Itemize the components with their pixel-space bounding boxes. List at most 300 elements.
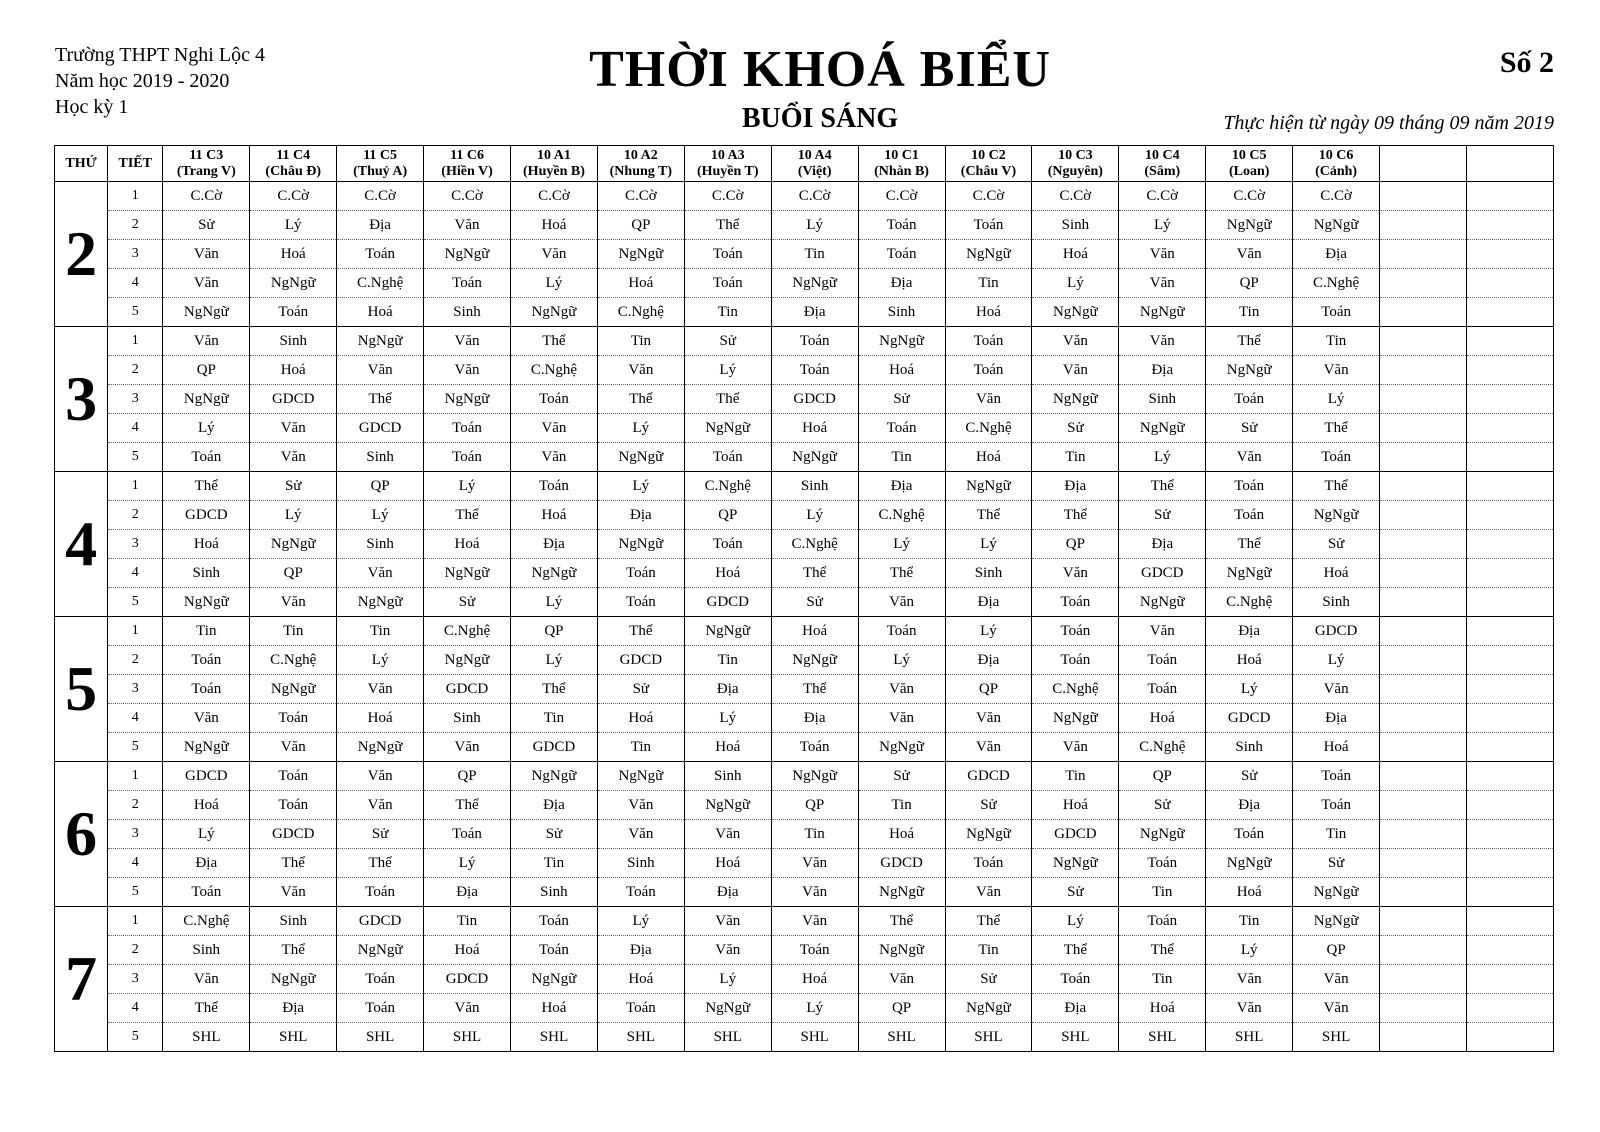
period-number: 3 <box>108 385 163 414</box>
subject-cell: Hoá <box>684 559 771 588</box>
subject-cell: C.Nghệ <box>163 907 250 936</box>
period-number: 5 <box>108 588 163 617</box>
empty-cell <box>1466 878 1553 907</box>
class-name: 10 C6 <box>1318 147 1354 163</box>
subject-cell: Hoá <box>163 530 250 559</box>
subject-cell: NgNgữ <box>510 762 597 791</box>
empty-cell <box>1380 617 1467 646</box>
table-row <box>55 385 1554 414</box>
subject-cell: Sinh <box>684 762 771 791</box>
subject-cell: Lý <box>510 588 597 617</box>
class-header <box>945 146 1032 182</box>
subject-cell: Văn <box>1119 327 1206 356</box>
subject-cell: Sử <box>1293 530 1380 559</box>
subject-cell: Toán <box>510 936 597 965</box>
empty-cell <box>1380 965 1467 994</box>
subject-cell: Lý <box>510 269 597 298</box>
subject-cell: Văn <box>250 414 337 443</box>
subject-cell: Sử <box>1206 414 1293 443</box>
subject-cell: Văn <box>684 907 771 936</box>
subject-cell: Sinh <box>424 298 511 327</box>
subject-cell: Văn <box>163 240 250 269</box>
class-teacher: (Hiền V) <box>441 163 493 179</box>
subject-cell: Địa <box>424 878 511 907</box>
subject-cell: Thể <box>858 907 945 936</box>
subject-cell: NgNgữ <box>424 240 511 269</box>
subject-cell: Văn <box>858 965 945 994</box>
subject-cell: Văn <box>1293 356 1380 385</box>
subject-cell: Văn <box>945 733 1032 762</box>
subject-cell: Hoá <box>337 298 424 327</box>
subject-cell: Toán <box>510 907 597 936</box>
empty-cell <box>1380 530 1467 559</box>
class-name: 11 C4 <box>276 147 311 163</box>
class-name: 11 C3 <box>189 147 224 163</box>
effective-date: Thực hiện từ ngày 09 tháng 09 năm 2019 <box>1223 112 1554 134</box>
table-row <box>55 994 1554 1023</box>
subject-cell: Thể <box>858 559 945 588</box>
period-number: 5 <box>108 298 163 327</box>
subject-cell: Địa <box>858 472 945 501</box>
subject-cell: Toán <box>1293 298 1380 327</box>
subject-cell: Toán <box>858 240 945 269</box>
subject-cell: Văn <box>1032 327 1119 356</box>
subject-cell: SHL <box>945 1023 1032 1052</box>
period-number: 4 <box>108 994 163 1023</box>
class-teacher: (Châu Đ) <box>265 163 322 179</box>
subject-cell: NgNgữ <box>945 820 1032 849</box>
subject-cell: NgNgữ <box>1032 385 1119 414</box>
empty-cell <box>1466 965 1553 994</box>
empty-cell <box>1380 994 1467 1023</box>
subject-cell: Địa <box>1032 994 1119 1023</box>
empty-cell <box>1466 617 1553 646</box>
subject-cell: NgNgữ <box>1119 588 1206 617</box>
empty-cell <box>1380 182 1467 211</box>
empty-cell <box>1380 298 1467 327</box>
subject-cell: GDCD <box>1119 559 1206 588</box>
subject-cell: Văn <box>337 675 424 704</box>
empty-cell <box>1380 356 1467 385</box>
empty-header <box>1466 146 1553 182</box>
subject-cell: Lý <box>337 501 424 530</box>
subject-cell: Văn <box>337 762 424 791</box>
subject-cell: Địa <box>250 994 337 1023</box>
subject-cell: NgNgữ <box>1293 878 1380 907</box>
subject-cell: NgNgữ <box>163 733 250 762</box>
table-row <box>55 907 1554 936</box>
subject-cell: Văn <box>163 269 250 298</box>
subject-cell: Toán <box>1206 385 1293 414</box>
table-row <box>55 704 1554 733</box>
subject-cell: C.Cờ <box>510 182 597 211</box>
subject-cell: Toán <box>684 530 771 559</box>
subject-cell: NgNgữ <box>684 994 771 1023</box>
subject-cell: Lý <box>684 965 771 994</box>
empty-cell <box>1380 472 1467 501</box>
subject-cell: Toán <box>337 878 424 907</box>
subject-cell: GDCD <box>1206 704 1293 733</box>
subject-cell: SHL <box>858 1023 945 1052</box>
subject-cell: C.Nghệ <box>1293 269 1380 298</box>
subject-cell: C.Cờ <box>771 182 858 211</box>
table-row <box>55 762 1554 791</box>
subject-cell: Tin <box>1293 820 1380 849</box>
subject-cell: Hoá <box>250 240 337 269</box>
subject-cell: NgNgữ <box>1293 907 1380 936</box>
subject-cell: Toán <box>771 733 858 762</box>
subject-cell: QP <box>510 617 597 646</box>
subject-cell: NgNgữ <box>510 965 597 994</box>
subject-cell: Thể <box>945 501 1032 530</box>
subject-cell: Hoá <box>424 936 511 965</box>
class-teacher: (Trang V) <box>176 163 236 179</box>
subject-cell: C.Cờ <box>684 182 771 211</box>
subject-cell: Thể <box>424 791 511 820</box>
subject-cell: Lý <box>1293 385 1380 414</box>
subject-cell: Sinh <box>945 559 1032 588</box>
subject-cell: QP <box>337 472 424 501</box>
subject-cell: Lý <box>771 994 858 1023</box>
subject-cell: Toán <box>250 791 337 820</box>
subject-cell: Toán <box>1293 791 1380 820</box>
subject-cell: Hoá <box>1119 704 1206 733</box>
subject-cell: C.Cờ <box>1206 182 1293 211</box>
subject-cell: Sử <box>858 385 945 414</box>
subject-cell: Sử <box>858 762 945 791</box>
subject-cell: Văn <box>1293 675 1380 704</box>
subject-cell: Sử <box>1119 501 1206 530</box>
empty-cell <box>1466 849 1553 878</box>
subject-cell: NgNgữ <box>1293 501 1380 530</box>
subject-cell: Lý <box>337 646 424 675</box>
subject-cell: Tin <box>424 907 511 936</box>
subject-cell: NgNgữ <box>424 559 511 588</box>
subject-cell: Thể <box>684 385 771 414</box>
empty-cell <box>1380 588 1467 617</box>
subject-cell: Thể <box>1206 530 1293 559</box>
subject-cell: GDCD <box>337 907 424 936</box>
subject-cell: Toán <box>597 559 684 588</box>
subject-cell: Tin <box>250 617 337 646</box>
subject-cell: Lý <box>597 414 684 443</box>
empty-cell <box>1466 443 1553 472</box>
subject-cell: Toán <box>945 327 1032 356</box>
empty-cell <box>1466 472 1553 501</box>
period-number: 5 <box>108 443 163 472</box>
page-subtitle: BUỔI SÁNG <box>741 103 899 134</box>
subject-cell: C.Nghệ <box>424 617 511 646</box>
empty-cell <box>1466 298 1553 327</box>
subject-cell: Toán <box>1293 443 1380 472</box>
class-header <box>337 146 424 182</box>
subject-cell: C.Cờ <box>1119 182 1206 211</box>
subject-cell: NgNgữ <box>858 878 945 907</box>
subject-cell: C.Nghệ <box>250 646 337 675</box>
day-cell: 5 <box>55 617 108 762</box>
subject-cell: GDCD <box>337 414 424 443</box>
subject-cell: C.Nghệ <box>1032 675 1119 704</box>
subject-cell: Tin <box>1032 443 1119 472</box>
subject-cell: SHL <box>1206 1023 1293 1052</box>
subject-cell: Văn <box>684 936 771 965</box>
subject-cell: C.Cờ <box>597 182 684 211</box>
table-row <box>55 414 1554 443</box>
subject-cell: Hoá <box>337 704 424 733</box>
subject-cell: Toán <box>1119 675 1206 704</box>
subject-cell: C.Nghệ <box>510 356 597 385</box>
empty-cell <box>1380 762 1467 791</box>
subject-cell: Văn <box>684 820 771 849</box>
subject-cell: Thể <box>510 675 597 704</box>
subject-cell: Địa <box>597 936 684 965</box>
subject-cell: Địa <box>510 530 597 559</box>
subject-cell: Hoá <box>424 530 511 559</box>
empty-cell <box>1466 820 1553 849</box>
subject-cell: Sinh <box>858 298 945 327</box>
subject-cell: Toán <box>510 385 597 414</box>
subject-cell: NgNgữ <box>771 269 858 298</box>
subject-cell: Địa <box>1206 617 1293 646</box>
subject-cell: Hoá <box>1206 878 1293 907</box>
class-teacher: (Loan) <box>1228 163 1270 179</box>
subject-cell: Văn <box>424 733 511 762</box>
subject-cell: Hoá <box>250 356 337 385</box>
subject-cell: Địa <box>510 791 597 820</box>
subject-cell: GDCD <box>250 385 337 414</box>
subject-cell: SHL <box>1032 1023 1119 1052</box>
subject-cell: Văn <box>771 907 858 936</box>
subject-cell: Toán <box>163 443 250 472</box>
empty-cell <box>1380 849 1467 878</box>
period-number: 1 <box>108 907 163 936</box>
subject-cell: Địa <box>684 878 771 907</box>
subject-cell: Lý <box>858 646 945 675</box>
subject-cell: GDCD <box>250 820 337 849</box>
class-teacher: (Việt) <box>797 163 832 179</box>
subject-cell: NgNgữ <box>771 646 858 675</box>
subject-cell: NgNgữ <box>510 559 597 588</box>
subject-cell: Địa <box>771 298 858 327</box>
subject-cell: Văn <box>1206 994 1293 1023</box>
subject-cell: Lý <box>945 617 1032 646</box>
subject-cell: NgNgữ <box>424 385 511 414</box>
period-number: 2 <box>108 501 163 530</box>
subject-cell: QP <box>1119 762 1206 791</box>
subject-cell: SHL <box>250 1023 337 1052</box>
subject-cell: QP <box>1206 269 1293 298</box>
class-name: 10 A2 <box>623 147 658 163</box>
subject-cell: NgNgữ <box>1293 211 1380 240</box>
table-row <box>55 646 1554 675</box>
empty-header <box>1380 146 1467 182</box>
subject-cell: NgNgữ <box>771 443 858 472</box>
table-row <box>55 356 1554 385</box>
class-header <box>597 146 684 182</box>
subject-cell: QP <box>858 994 945 1023</box>
subject-cell: Văn <box>858 675 945 704</box>
subject-cell: Hoá <box>684 733 771 762</box>
subject-cell: Sinh <box>1206 733 1293 762</box>
table-row <box>55 559 1554 588</box>
subject-cell: Văn <box>163 965 250 994</box>
subject-cell: Văn <box>1206 240 1293 269</box>
subject-cell: Sử <box>250 472 337 501</box>
day-cell: 7 <box>55 907 108 1052</box>
subject-cell: C.Cờ <box>1032 182 1119 211</box>
subject-cell: Địa <box>1032 472 1119 501</box>
empty-cell <box>1466 704 1553 733</box>
subject-cell: Sử <box>1032 414 1119 443</box>
school-year: Năm học 2019 - 2020 <box>55 70 230 92</box>
period-number: 1 <box>108 617 163 646</box>
subject-cell: NgNgữ <box>424 646 511 675</box>
class-name: 10 C5 <box>1231 147 1267 163</box>
subject-cell: Lý <box>771 211 858 240</box>
subject-cell: Toán <box>1293 762 1380 791</box>
subject-cell: Toán <box>250 704 337 733</box>
subject-cell: Văn <box>1032 356 1119 385</box>
subject-cell: Toán <box>1206 501 1293 530</box>
subject-cell: Sử <box>1206 762 1293 791</box>
subject-cell: Tin <box>858 791 945 820</box>
subject-cell: NgNgữ <box>163 385 250 414</box>
subject-cell: Sử <box>163 211 250 240</box>
period-number: 3 <box>108 965 163 994</box>
subject-cell: Thể <box>945 907 1032 936</box>
class-header <box>771 146 858 182</box>
class-header <box>250 146 337 182</box>
subject-cell: Văn <box>858 704 945 733</box>
subject-cell: NgNgữ <box>250 965 337 994</box>
day-cell: 6 <box>55 762 108 907</box>
subject-cell: Địa <box>771 704 858 733</box>
class-teacher: (Nhàn B) <box>874 163 929 179</box>
subject-cell: Tin <box>510 704 597 733</box>
empty-cell <box>1466 414 1553 443</box>
subject-cell: Hoá <box>1032 240 1119 269</box>
subject-cell: Hoá <box>510 994 597 1023</box>
period-number: 2 <box>108 211 163 240</box>
subject-cell: Toán <box>858 617 945 646</box>
class-header <box>1206 146 1293 182</box>
subject-cell: Toán <box>163 878 250 907</box>
subject-cell: Thể <box>1206 327 1293 356</box>
subject-cell: Địa <box>1119 356 1206 385</box>
subject-cell: Thể <box>771 559 858 588</box>
class-name: 10 C3 <box>1058 147 1093 163</box>
empty-cell <box>1380 907 1467 936</box>
subject-cell: Thể <box>1119 472 1206 501</box>
subject-cell: NgNgữ <box>597 443 684 472</box>
subject-cell: Toán <box>684 240 771 269</box>
subject-cell: C.Cờ <box>163 182 250 211</box>
class-teacher: (Nhung T) <box>609 163 673 179</box>
subject-cell: Tin <box>684 646 771 675</box>
empty-cell <box>1466 327 1553 356</box>
subject-cell: Lý <box>597 472 684 501</box>
subject-cell: C.Cờ <box>424 182 511 211</box>
table-row <box>55 211 1554 240</box>
subject-cell: Tin <box>945 269 1032 298</box>
subject-cell: Toán <box>424 820 511 849</box>
subject-cell: Tin <box>163 617 250 646</box>
empty-cell <box>1380 1023 1467 1052</box>
subject-cell: NgNgữ <box>163 588 250 617</box>
period-number: 1 <box>108 762 163 791</box>
subject-cell: Văn <box>1206 443 1293 472</box>
subject-cell: Lý <box>250 501 337 530</box>
school-name: Trường THPT Nghi Lộc 4 <box>55 44 265 66</box>
subject-cell: Sinh <box>163 936 250 965</box>
subject-cell: Địa <box>597 501 684 530</box>
period-number: 2 <box>108 791 163 820</box>
period-number: 5 <box>108 733 163 762</box>
subject-cell: NgNgữ <box>597 530 684 559</box>
class-teacher: (Châu V) <box>960 163 1017 179</box>
subject-cell: Toán <box>597 878 684 907</box>
subject-cell: Địa <box>684 675 771 704</box>
empty-cell <box>1466 907 1553 936</box>
subject-cell: Toán <box>858 211 945 240</box>
empty-cell <box>1466 791 1553 820</box>
subject-cell: Văn <box>250 588 337 617</box>
subject-cell: Toán <box>510 472 597 501</box>
subject-cell: QP <box>597 211 684 240</box>
subject-cell: C.Nghệ <box>858 501 945 530</box>
empty-cell <box>1466 240 1553 269</box>
subject-cell: C.Nghệ <box>597 298 684 327</box>
subject-cell: NgNgữ <box>1119 414 1206 443</box>
subject-cell: Lý <box>1119 211 1206 240</box>
subject-cell: Văn <box>597 791 684 820</box>
subject-cell: Thể <box>1293 472 1380 501</box>
subject-cell: Hoá <box>163 791 250 820</box>
table-row <box>55 443 1554 472</box>
subject-cell: Văn <box>1119 240 1206 269</box>
subject-cell: Sinh <box>337 443 424 472</box>
subject-cell: Văn <box>1119 617 1206 646</box>
empty-cell <box>1380 704 1467 733</box>
period-number: 1 <box>108 327 163 356</box>
subject-cell: Lý <box>424 472 511 501</box>
empty-cell <box>1380 414 1467 443</box>
subject-cell: Thể <box>337 849 424 878</box>
subject-cell: Sử <box>684 327 771 356</box>
subject-cell: Thể <box>1032 501 1119 530</box>
subject-cell: Thể <box>684 211 771 240</box>
subject-cell: Văn <box>510 414 597 443</box>
subject-cell: Lý <box>163 820 250 849</box>
subject-cell: NgNgữ <box>1119 298 1206 327</box>
empty-cell <box>1380 327 1467 356</box>
subject-cell: Thể <box>771 675 858 704</box>
subject-cell: Sinh <box>1032 211 1119 240</box>
subject-cell: NgNgữ <box>858 733 945 762</box>
subject-cell: Tin <box>1206 298 1293 327</box>
subject-cell: C.Nghệ <box>337 269 424 298</box>
subject-cell: Văn <box>250 443 337 472</box>
subject-cell: Văn <box>510 240 597 269</box>
subject-cell: Văn <box>771 878 858 907</box>
school-term: Học kỳ 1 <box>55 96 129 118</box>
subject-cell: Lý <box>684 356 771 385</box>
subject-cell: QP <box>945 675 1032 704</box>
empty-cell <box>1380 269 1467 298</box>
subject-cell: Sinh <box>250 907 337 936</box>
subject-cell: Hoá <box>771 965 858 994</box>
empty-cell <box>1466 211 1553 240</box>
